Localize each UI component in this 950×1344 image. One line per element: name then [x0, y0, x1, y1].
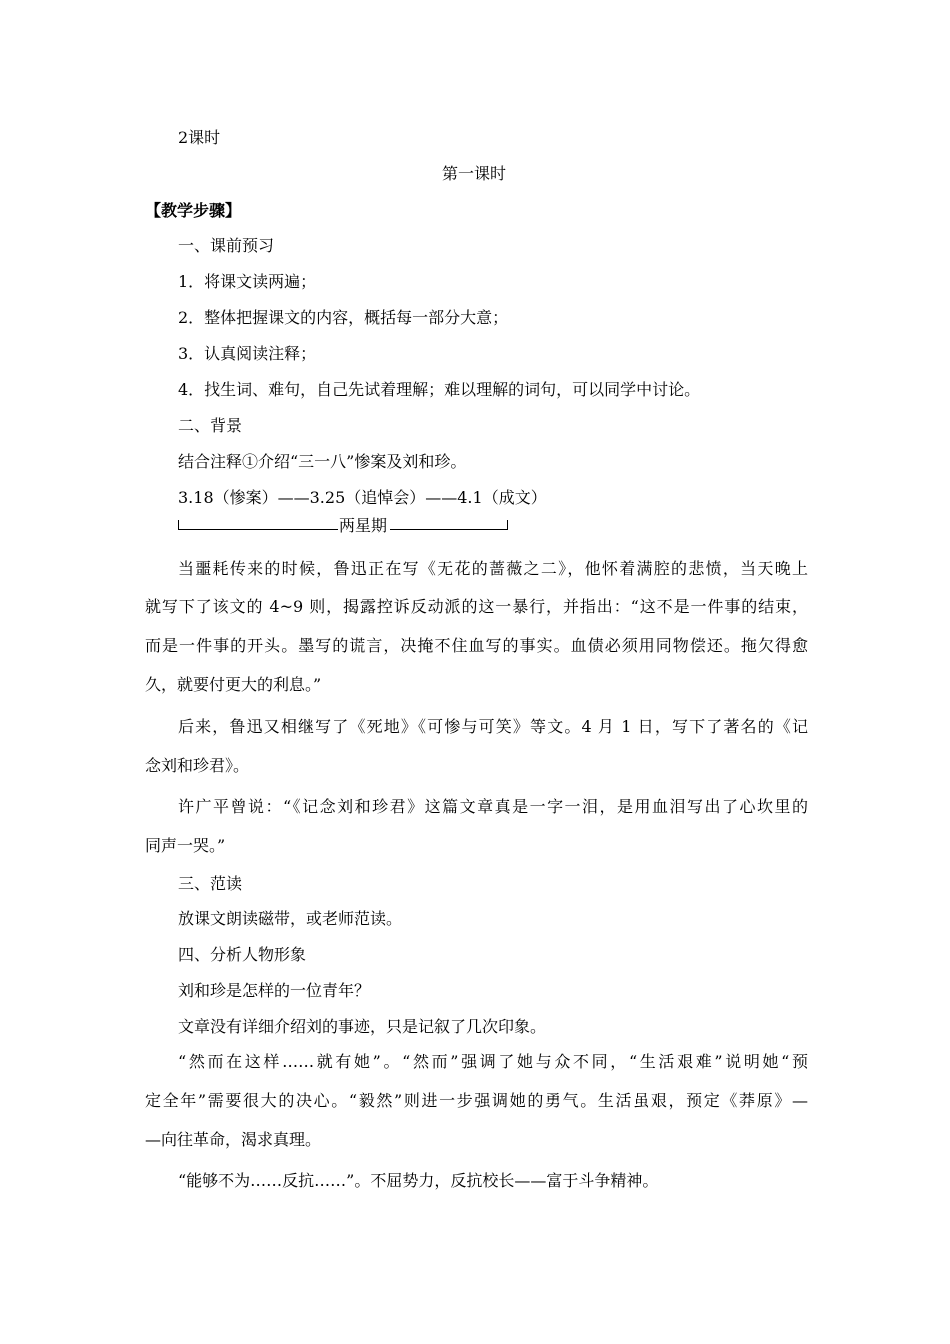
part4-note: 文章没有详细介绍刘的事迹，只是记叙了几次印象。	[178, 1017, 547, 1036]
bracket-right-bar	[390, 529, 508, 530]
quote-paragraph-line: 同声一哭。”	[145, 836, 226, 855]
part2-heading: 二、背景	[178, 416, 243, 435]
part1-item: 1．将课文读两遍；	[178, 272, 317, 291]
part1-item: 2．整体把握课文的内容，概括每一部分大意；	[178, 308, 509, 327]
background-paragraph-line: 就写下了该文的 4~9 则，揭露控诉反动派的这一暴行，并指出：“这不是一件事的结束，	[145, 597, 808, 616]
analysis-paragraph-line: 定全年”需要很大的决心。“毅然”则进一步强调她的勇气。生活虽艰，预定《莽原》—	[145, 1091, 808, 1110]
part1-heading: 一、课前预习	[178, 236, 275, 255]
part4-heading: 四、分析人物形象	[178, 945, 307, 964]
timeline-span-label: 两星期	[339, 516, 388, 535]
bracket-right-tick	[507, 520, 508, 530]
timeline-bracket	[178, 518, 508, 534]
part1-item: 4．找生词、难句，自己先试着理解；难以理解的词句，可以同学中讨论。	[178, 380, 701, 399]
timeline: 3.18（惨案）——3.25（追悼会）——4.1（成文）	[178, 488, 547, 507]
part2-intro: 结合注释①介绍“三一八”惨案及刘和珍。	[178, 452, 467, 471]
background-paragraph-line: 而是一件事的开头。墨写的谎言，决掩不住血写的事实。血债必须用同物偿还。拖欠得愈	[145, 636, 808, 655]
part4-question: 刘和珍是怎样的一位青年？	[178, 981, 371, 1000]
analysis-paragraph-line: —向往革命，渴求真理。	[145, 1130, 322, 1149]
part3-text: 放课文朗读磁带，或老师范读。	[178, 909, 403, 928]
background-paragraph-line: 久，就要付更大的利息。”	[145, 675, 322, 694]
followup-paragraph-line: 念刘和珍君》。	[145, 756, 250, 775]
part3-heading: 三、范读	[178, 874, 243, 893]
part1-item: 3．认真阅读注释；	[178, 344, 317, 363]
section-title: 第一课时	[442, 164, 507, 183]
quote-paragraph-line: 许广平曾说：“《记念刘和珍君》这篇文章真是一字一泪，是用血泪写出了心坎里的	[178, 797, 808, 816]
steps-heading: 【教学步骤】	[145, 201, 242, 220]
analysis-paragraph-2: “能够不为……反抗……”。不屈势力，反抗校长——富于斗争精神。	[178, 1171, 659, 1190]
followup-paragraph-line: 后来，鲁迅又相继写了《死地》《可惨与可笑》等文。4 月 1 日，写下了著名的《记	[178, 717, 808, 736]
bracket-left-bar	[178, 529, 338, 530]
analysis-paragraph-line: “然而在这样……就有她”。“然而”强调了她与众不同，“生活艰难”说明她“预	[178, 1052, 808, 1071]
background-paragraph-line: 当噩耗传来的时候，鲁迅正在写《无花的蔷薇之二》，他怀着满腔的悲愤，当天晚上	[178, 559, 808, 578]
lesson-hours: 2课时	[178, 128, 221, 147]
